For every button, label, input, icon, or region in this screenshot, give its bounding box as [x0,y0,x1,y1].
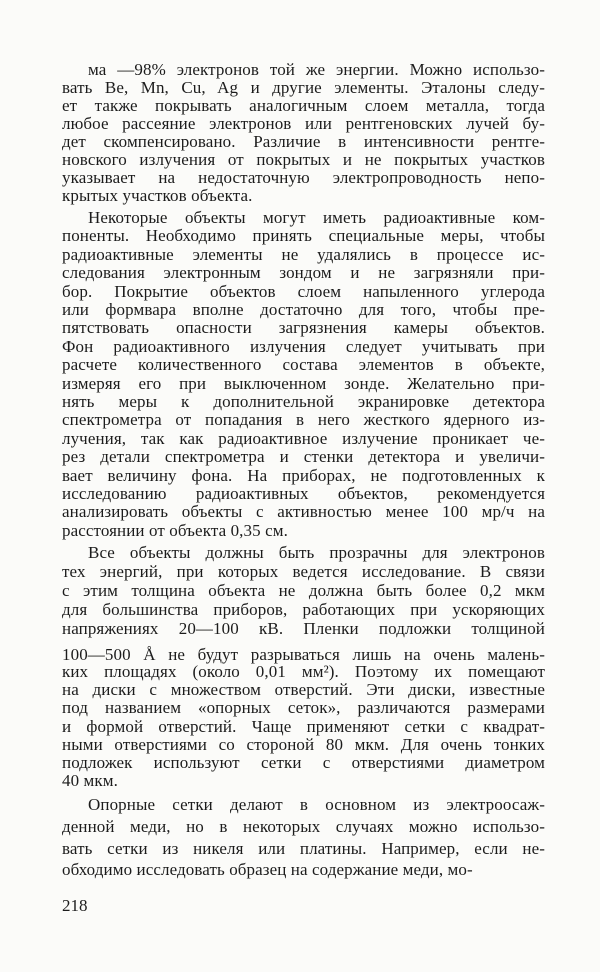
text-line: расстоянии от объекта 0,35 см. [62,521,288,540]
text-line: тех энергий, при которых ведется исследование. В связи [62,562,545,581]
paragraph-first-line: Все объекты должны быть прозрачны для электронов [88,543,545,562]
text-line: ких площадях (около 0,01 мм²). Поэтому их помещают [62,662,545,681]
text-line: пятствовать опасности загрязнения камеры объектов. [62,318,545,338]
text-line: рез детали спектрометра и стенки детектора и увеличи- [62,447,545,467]
text-line: и формой отверстий. Чаще применяют сетки с квадрат- [62,717,545,736]
text-line: Фон радиоактивного излучения следует учитывать при [62,336,545,356]
text-line: напряжениях 20—100 кВ. Пленки подложки толщиной [62,619,545,638]
paragraph-first-line: Некоторые объекты могут иметь радиоактивные ком- [88,208,545,227]
text-line: вать Be, Mn, Cu, Ag и другие элементы. Эталоны следу- [62,78,545,97]
text-line: поненты. Необходимо принять специальные меры, чтобы [62,226,545,246]
text-line: крытых участков объекта. [62,186,253,205]
text-line: спектрометра от попадания в него жесткого ядерного из- [62,410,545,430]
text-line: подложек используют сетки с отверстиями диаметром [62,753,545,772]
text-line: радиоактивные элементы не удалялись в процессе ис- [62,244,545,264]
text-line: анализировать объекты с активностью менее 100 мр/ч на [62,502,545,522]
text-line: исследованию радиоактивных объектов, рекомендуется [62,484,545,503]
text-line: под названием «опорных сеток», различаются размерами [62,698,545,717]
text-line: дет скомпенсировано. Различие в интенсивности рентге- [62,132,545,151]
text-line: любое рассеяние электронов или рентгеновских лучей бу- [62,114,545,133]
text-line: нять меры к дополнительной экранировке детектора [62,392,545,411]
text-line: 100—500 Å не будут разрываться лишь на очень малень- [62,645,545,664]
text-line: указывает на недостаточную электропроводность непо- [62,168,545,187]
text-line: следования электронным зондом и не загрязняли при- [62,263,545,283]
text-line: денной меди, но в некоторых случаях можно использо- [62,817,545,836]
text-line: ет также покрывать аналогичным слоем металла, тогда [62,96,545,115]
text-line: бор. Покрытие объектов слоем напыленного углерода [62,281,545,301]
text-line: расчете количественного состава элементов в объекте, [62,355,545,375]
text-line: новского излучения от покрытых и не покрытых участков [62,150,545,169]
text-line: для большинства приборов, работающих при ускоряющих [62,600,545,619]
text-line: лучения, так как радиоактивное излучение проникает че- [62,428,545,448]
text-line: с этим толщина объекта не должна быть более 0,2 мкм [62,581,545,600]
text-line: или формвара вполне достаточно для того, чтобы пре- [62,300,545,319]
text-line: 40 мкм. [62,771,118,790]
text-line: вать сетки из никеля или платины. Например, если не- [62,839,545,858]
text-line: обходимо исследовать образец на содержание меди, мо- [62,860,473,879]
page-number: 218 [62,896,88,915]
paragraph-first-line: Опорные сетки делают в основном из электроосаж- [88,795,545,814]
text-line: ными отверстиями со стороной 80 мкм. Для очень тонких [62,735,545,754]
paragraph-first-line: ма —98% электронов той же энергии. Можно использо- [88,60,545,79]
text-line: вает величину фона. На приборах, не подготовленных к [62,465,545,485]
text-line: измеряя его при выключенном зонде. Желательно при- [62,373,545,393]
text-line: на диски с множеством отверстий. Эти диски, известные [62,680,545,699]
